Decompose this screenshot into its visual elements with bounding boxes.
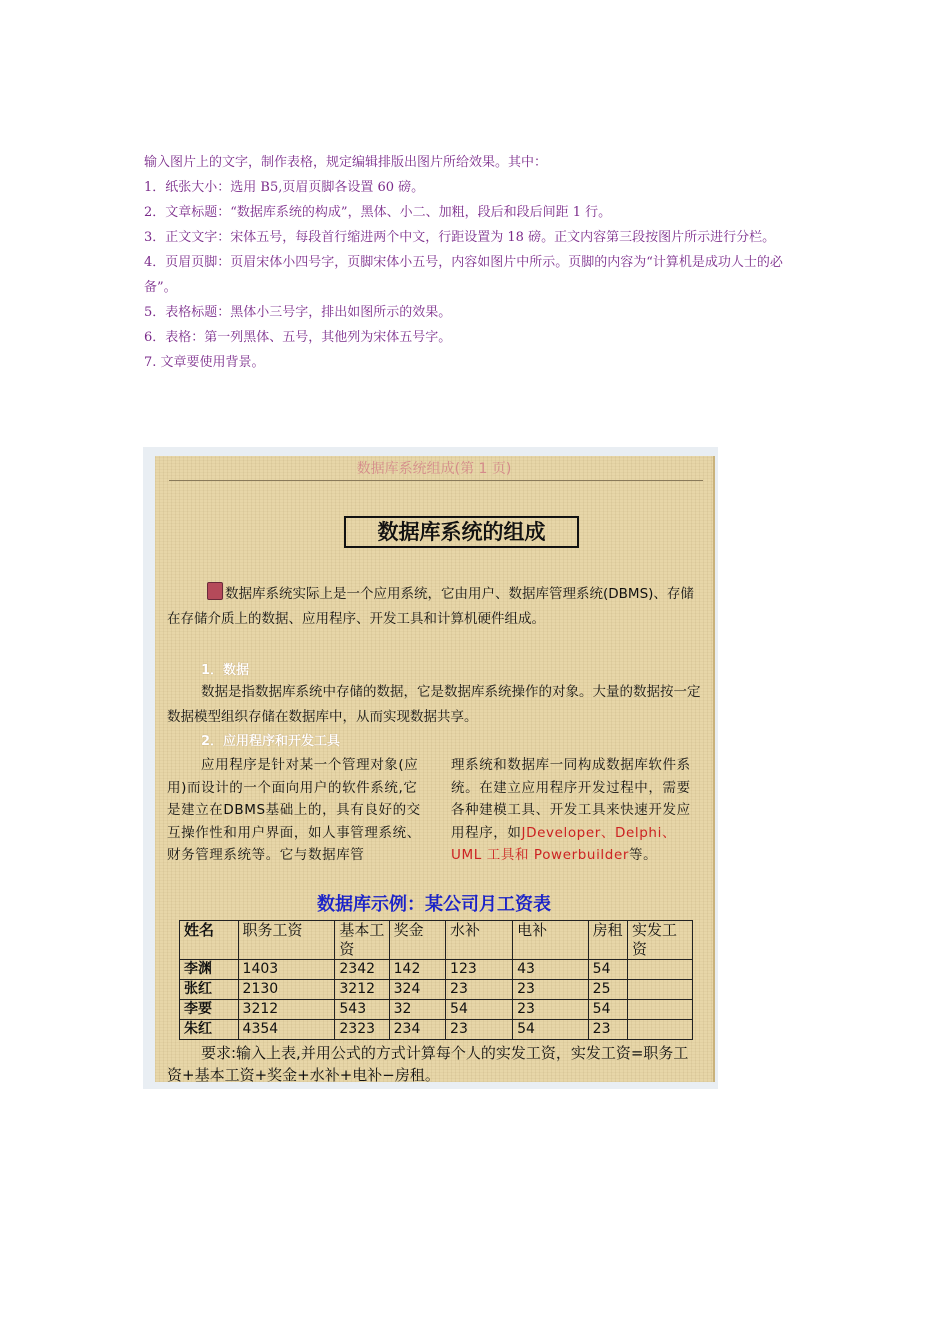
table-row — [180, 1020, 693, 1040]
table-cell: 54 — [446, 1000, 513, 1020]
clipart-icon — [207, 582, 223, 600]
header-cell: 姓名 — [180, 921, 239, 960]
table-cell: 23 — [446, 1020, 513, 1040]
section-2-heading: 2．应用程序和开发工具 — [201, 734, 341, 749]
salary-table — [179, 920, 693, 1040]
table-cell: 2130 — [238, 980, 335, 1000]
table-cell: 23 — [446, 980, 513, 1000]
table-cell — [628, 1020, 693, 1040]
table-cell: 23 — [513, 980, 589, 1000]
requirement-note: 要求:输入上表,并用公式的方式计算每个人的实发工资，实发工资=职务工资+基本工资+奖金+水补+电补−房租。 — [167, 1044, 689, 1084]
table-cell: 23 — [588, 1020, 627, 1040]
instruction-intro: 输入图片上的文字，制作表格，规定编辑排版出图片所给效果。其中： — [144, 155, 548, 170]
section-1-heading: 1．数据 — [201, 663, 250, 678]
instruction-list — [144, 150, 814, 375]
table-header-row — [180, 921, 693, 960]
dev-tools-list: JDeveloper、Delphi、UML 工具和 Powerbuilder — [451, 824, 677, 864]
table-cell: 3212 — [335, 980, 389, 1000]
table-cell: 54 — [588, 960, 627, 980]
intro-paragraph — [167, 582, 702, 632]
document-title: 数据库系统的组成 — [344, 516, 579, 548]
table-cell: 543 — [335, 1000, 389, 1020]
table-cell: 54 — [588, 1000, 627, 1020]
header-cell: 房租 — [588, 921, 627, 960]
table-cell: 123 — [446, 960, 513, 980]
table-cell: 142 — [389, 960, 445, 980]
header-cell: 实发工资 — [628, 921, 693, 960]
instruction-item: 7. 文章要使用背景。 — [144, 355, 265, 370]
table-cell: 张红 — [180, 980, 239, 1000]
table-cell: 54 — [513, 1020, 589, 1040]
table-cell — [628, 980, 693, 1000]
table-row — [180, 980, 693, 1000]
column-right-end: 等。 — [629, 847, 658, 864]
page-header: 数据库系统组成(第 1 页) — [356, 461, 512, 477]
section-1-text: 数据是指数据库系统中存储的数据，它是数据库系统操作的对象。大量的数据按一定数据模型组织存储在数据库中，从而实现数据共享。 — [167, 684, 701, 725]
table-cell: 32 — [389, 1000, 445, 1020]
instruction-item: 2．文章标题：“数据库系统的构成”，黑体、小二、加粗，段后和段后间距 1 行。 — [144, 205, 612, 220]
table-cell: 25 — [588, 980, 627, 1000]
instruction-item: 6．表格：第一列黑体、五号，其他列为宋体五号字。 — [144, 330, 452, 345]
column-right-text: 理系统和数据库一同构成数据库软件系统。在建立应用程序开发过程中，需要各种建模工具、开发工具来快速开发应用程序，如 — [451, 757, 691, 841]
table-row — [180, 960, 693, 980]
header-cell: 水补 — [446, 921, 513, 960]
header-cell: 电补 — [513, 921, 589, 960]
header-cell: 职务工资 — [238, 921, 335, 960]
table-cell: 23 — [513, 1000, 589, 1020]
table-cell — [628, 1000, 693, 1020]
header-cell: 基本工资 — [335, 921, 389, 960]
example-screenshot — [143, 447, 718, 1089]
table-cell: 3212 — [238, 1000, 335, 1020]
table-row — [180, 1000, 693, 1020]
table-cell: 李要 — [180, 1000, 239, 1020]
table-cell: 43 — [513, 960, 589, 980]
table-cell: 234 — [389, 1020, 445, 1040]
table-cell: 4354 — [238, 1020, 335, 1040]
header-divider — [169, 480, 703, 481]
table-title: 数据库示例：某公司月工资表 — [317, 894, 551, 915]
table-cell — [628, 960, 693, 980]
table-cell: 朱红 — [180, 1020, 239, 1040]
table-cell: 2342 — [335, 960, 389, 980]
table-cell: 李渊 — [180, 960, 239, 980]
instruction-item: 4．页眉页脚：页眉宋体小四号字，页脚宋体小五号，内容如图片中所示。页脚的内容为“计算机是成功人士的必备”。 — [144, 255, 783, 295]
column-left: 应用程序是针对某一个管理对象(应用)而设计的一个面向用户的软件系统,它是建立在DBMS基础上的，具有良好的交互操作性和用户界面，如人事管理系统、财务管理系统等。它与数据库管 — [167, 757, 421, 864]
table-cell: 1403 — [238, 960, 335, 980]
table-cell: 324 — [389, 980, 445, 1000]
table-cell: 2323 — [335, 1020, 389, 1040]
instruction-item: 1．纸张大小：选用 B5,页眉页脚各设置 60 磅。 — [144, 180, 425, 195]
instruction-item: 3．正文文字：宋体五号，每段首行缩进两个中文，行距设置为 18 磅。正文内容第三段按图片所示进行分栏。 — [144, 230, 776, 245]
instruction-item: 5．表格标题：黑体小三号字，排出如图所示的效果。 — [144, 305, 452, 320]
header-cell: 奖金 — [389, 921, 445, 960]
column-right — [451, 754, 703, 867]
intro-text: 数据库系统实际上是一个应用系统，它由用户、数据库管理系统(DBMS)、存储在存储介质上的数据、应用程序、开发工具和计算机硬件组成。 — [167, 586, 694, 627]
document-page — [155, 456, 715, 1082]
